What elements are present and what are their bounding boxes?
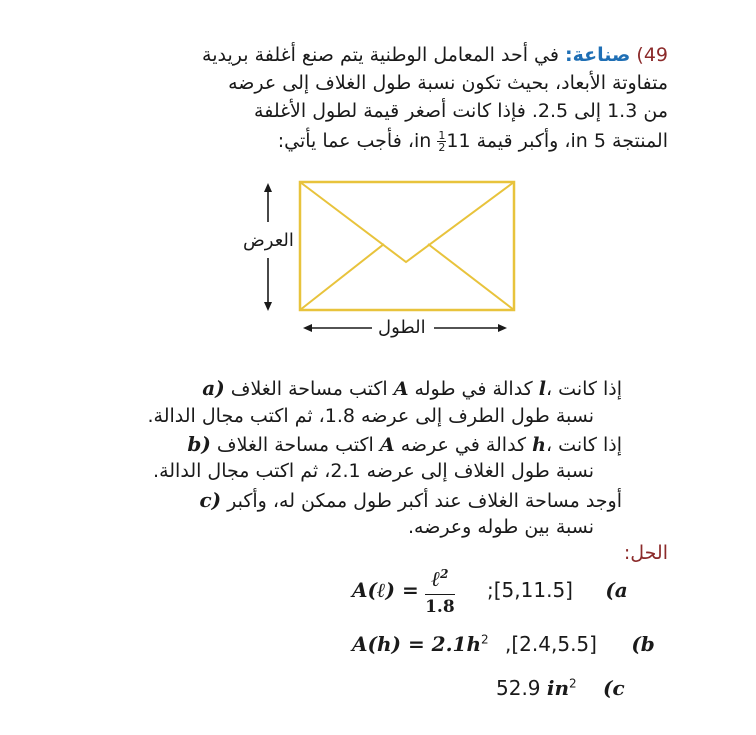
solution-c: 52.9 $in^2$ (c (496, 676, 625, 700)
part-a-label: a) (202, 376, 225, 400)
solution-a-label: (a (605, 578, 628, 602)
solution-a-fraction: ℓ$^2$ 1.8 (425, 566, 455, 617)
part-c-line-1: c) أوجد مساحة الغلاف عند أكبر طول ممكن له، وأكبر (199, 488, 622, 512)
problem-text-2: متفاوتة الأبعاد، بحيث تكون نسبة طول الغلاف إلى عرضه (228, 72, 668, 94)
solution-b: $A(h) = 2.1h^2$ ,[2.4,5.5] (b (352, 632, 655, 656)
problem-keyword: صناعة: (564, 44, 631, 66)
part-c-line-2: نسبة بين طوله وعرضه. (407, 516, 594, 538)
length-label: الطول (378, 317, 426, 338)
fraction-half: $\frac{1}{2}$ (438, 129, 446, 154)
solution-a-lhs: A(ℓ) = (352, 578, 419, 602)
part-a-line-1: a) اكتب مساحة الغلاف A كدالة في طوله l، إذا كانت (202, 376, 622, 400)
problem-text-4b: in، فأجب عما يأتي: (277, 130, 438, 152)
solution-a-domain: ;[5,11.5] (487, 578, 573, 602)
part-c-label: c) (199, 488, 222, 512)
solution-c-value: 52.9 (496, 676, 547, 700)
part-a-line-2: نسبة طول الطرف إلى عرضه 1.8، ثم اكتب مجال الدالة. (147, 405, 594, 427)
problem-text-4a: المنتجة 5 in، وأكبر قيمة 11 (446, 130, 668, 152)
width-label: العرض (243, 230, 294, 251)
solution-b-domain: ,[2.4,5.5] (505, 632, 597, 656)
part-b-label: b) (187, 432, 211, 456)
problem-text-1: في أحد المعامل الوطنية يتم صنع أغلفة بريدية (202, 44, 559, 66)
envelope-shape (300, 182, 514, 310)
part-b-line-1: b) اكتب مساحة الغلاف A كدالة في عرضه h، إذا كانت (187, 432, 622, 456)
problem-number: 49) (636, 44, 668, 66)
solution-a (352, 566, 628, 617)
problem-text-3: من 1.3 إلى 2.5. فإذا كانت أصغر قيمة لطول الأغلفة (254, 100, 668, 122)
solution-c-label: (c (603, 676, 625, 700)
part-b-line-2: نسبة طول الغلاف إلى عرضه 2.1، ثم اكتب مجال الدالة. (153, 460, 594, 482)
solution-heading: الحل: (623, 542, 668, 564)
solution-b-label: (b (631, 632, 655, 656)
